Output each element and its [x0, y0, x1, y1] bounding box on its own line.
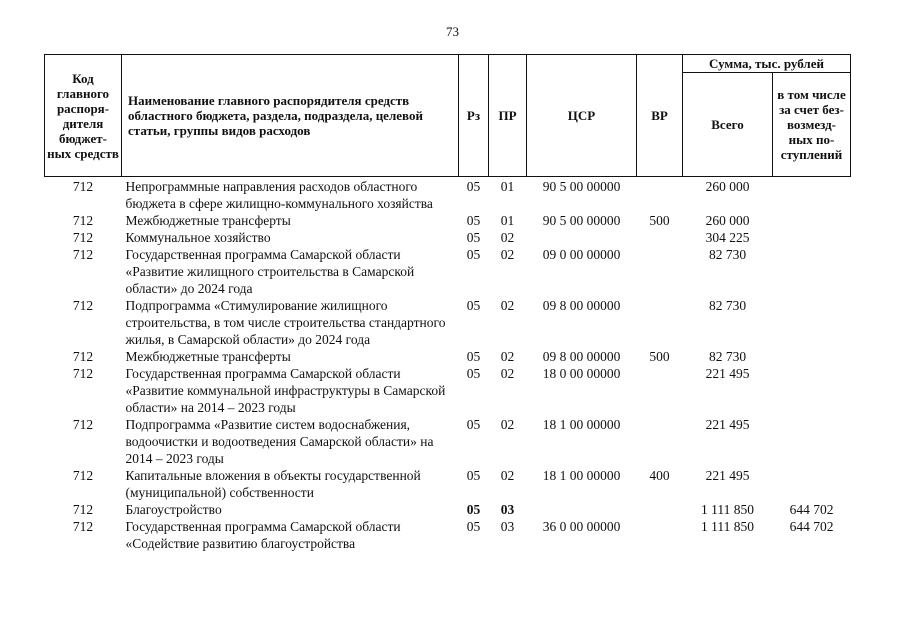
cell-bez — [773, 212, 851, 229]
cell-name: Подпрограмма «Развитие систем водоснабжения, водоочистки и водоотведения Самарской области» на 2014 – 2023 годы — [125, 417, 434, 466]
cell-kod: 712 — [72, 179, 94, 194]
cell-rz: 05 — [466, 298, 481, 313]
cell-name: Государственная программа Самарской области «Содействие развитию благоустройства — [125, 519, 401, 551]
cell-pr: 02 — [500, 417, 515, 432]
cell-pr: 02 — [500, 298, 515, 313]
cell-kod: 712 — [72, 366, 94, 381]
cell-vsego: 1 111 850 — [701, 519, 754, 534]
cell-vr — [637, 229, 683, 246]
table-body — [45, 177, 851, 553]
cell-pr: 02 — [500, 468, 515, 483]
cell-vsego: 1 111 850 — [701, 502, 754, 517]
table-row — [45, 501, 851, 518]
cell-kod: 712 — [72, 519, 94, 534]
table-row — [45, 467, 851, 501]
cell-csr: 90 5 00 00000 — [542, 179, 621, 194]
cell-pr: 02 — [500, 366, 515, 381]
table-row — [45, 365, 851, 416]
cell-bez — [773, 365, 851, 416]
cell-name: Капитальные вложения в объекты государственной (муниципальной) собственности — [125, 468, 421, 500]
cell-pr: 01 — [500, 213, 515, 228]
header-name: Наименование главного распорядителя средств областного бюджета, раздела, подраздела, целевой статьи, группы видов расходов — [122, 55, 459, 177]
cell-rz: 05 — [466, 230, 481, 245]
cell-bez — [773, 348, 851, 365]
cell-csr: 18 0 00 00000 — [542, 366, 621, 381]
cell-vr — [637, 177, 683, 213]
header-pr: ПР — [489, 55, 527, 177]
cell-pr: 03 — [500, 519, 515, 534]
header-vsego: Всего — [683, 73, 773, 177]
cell-bez: 644 702 — [789, 519, 834, 534]
header-csr: ЦСР — [527, 55, 637, 177]
cell-vr — [637, 365, 683, 416]
cell-rz: 05 — [466, 417, 481, 432]
cell-rz: 05 — [466, 468, 481, 483]
cell-name: Коммунальное хозяйство — [125, 230, 271, 245]
table-row — [45, 212, 851, 229]
header-vr: ВР — [637, 55, 683, 177]
cell-name: Государственная программа Самарской области «Развитие коммунальной инфраструктуры в Самарской области» на 2014 – 2023 годы — [125, 366, 446, 415]
cell-kod: 712 — [72, 502, 94, 517]
table-row — [45, 416, 851, 467]
cell-rz: 05 — [466, 502, 481, 517]
header-sum: Сумма, тыс. рублей — [683, 55, 851, 73]
cell-vr — [637, 246, 683, 297]
cell-vsego: 304 225 — [705, 230, 750, 245]
cell-rz: 05 — [466, 349, 481, 364]
cell-vsego: 82 730 — [708, 298, 747, 313]
cell-pr: 01 — [500, 179, 515, 194]
cell-pr: 03 — [500, 502, 515, 517]
cell-kod: 712 — [72, 213, 94, 228]
cell-vsego: 221 495 — [705, 468, 750, 483]
cell-bez — [773, 297, 851, 348]
cell-vsego: 82 730 — [708, 247, 747, 262]
cell-vsego: 260 000 — [705, 179, 750, 194]
header-rz: Рз — [459, 55, 489, 177]
cell-pr: 02 — [500, 230, 515, 245]
cell-name: Государственная программа Самарской области «Развитие жилищного строительства в Самарской области» до 2024 года — [125, 247, 415, 296]
cell-rz: 05 — [466, 519, 481, 534]
cell-vr — [637, 501, 683, 518]
cell-vsego: 82 730 — [708, 349, 747, 364]
cell-csr: 18 1 00 00000 — [542, 417, 621, 432]
cell-bez: 644 702 — [789, 502, 834, 517]
page-number: 73 — [446, 24, 459, 39]
cell-csr: 09 8 00 00000 — [542, 349, 621, 364]
cell-kod: 712 — [72, 298, 94, 313]
cell-bez — [773, 467, 851, 501]
cell-rz: 05 — [466, 366, 481, 381]
cell-bez — [773, 229, 851, 246]
cell-csr — [527, 229, 637, 246]
table-row — [45, 177, 851, 213]
cell-vr: 500 — [649, 213, 670, 228]
cell-kod: 712 — [72, 468, 94, 483]
cell-kod: 712 — [72, 349, 94, 364]
cell-kod: 712 — [72, 417, 94, 432]
cell-vr — [637, 416, 683, 467]
table-row — [45, 297, 851, 348]
cell-kod: 712 — [72, 230, 94, 245]
cell-bez — [773, 246, 851, 297]
cell-csr: 09 0 00 00000 — [542, 247, 621, 262]
cell-bez — [773, 177, 851, 213]
cell-rz: 05 — [466, 247, 481, 262]
table-row — [45, 518, 851, 552]
cell-name: Благоустройство — [125, 502, 222, 517]
cell-rz: 05 — [466, 213, 481, 228]
cell-pr: 02 — [500, 247, 515, 262]
cell-vsego: 221 495 — [705, 417, 750, 432]
cell-name: Межбюджетные трансферты — [125, 213, 291, 228]
cell-csr — [527, 501, 637, 518]
cell-vr — [637, 518, 683, 552]
cell-vr: 400 — [649, 468, 670, 483]
table-row — [45, 246, 851, 297]
table-header — [45, 55, 851, 177]
table-row — [45, 348, 851, 365]
budget-table — [44, 54, 851, 552]
cell-csr: 18 1 00 00000 — [542, 468, 621, 483]
cell-kod: 712 — [72, 247, 94, 262]
cell-pr: 02 — [500, 349, 515, 364]
cell-csr: 09 8 00 00000 — [542, 298, 621, 313]
cell-csr: 90 5 00 00000 — [542, 213, 621, 228]
cell-name: Непрограммные направления расходов областного бюджета в сфере жилищно-коммунального хозяйства — [125, 179, 433, 211]
cell-vr: 500 — [649, 349, 670, 364]
cell-vsego: 221 495 — [705, 366, 750, 381]
header-kod: Код главного распоря-дителя бюджет-ных средств — [45, 55, 122, 177]
cell-vsego: 260 000 — [705, 213, 750, 228]
cell-name: Межбюджетные трансферты — [125, 349, 291, 364]
cell-bez — [773, 416, 851, 467]
cell-rz: 05 — [466, 179, 481, 194]
cell-name: Подпрограмма «Стимулирование жилищного строительства, в том числе строительства стандартного жилья, в Самарской области» до 2024 года — [125, 298, 446, 347]
table-row — [45, 229, 851, 246]
cell-csr: 36 0 00 00000 — [542, 519, 621, 534]
cell-vr — [637, 297, 683, 348]
header-bez: в том числе за счет без-возмезд-ных по-ступлений — [773, 73, 851, 177]
